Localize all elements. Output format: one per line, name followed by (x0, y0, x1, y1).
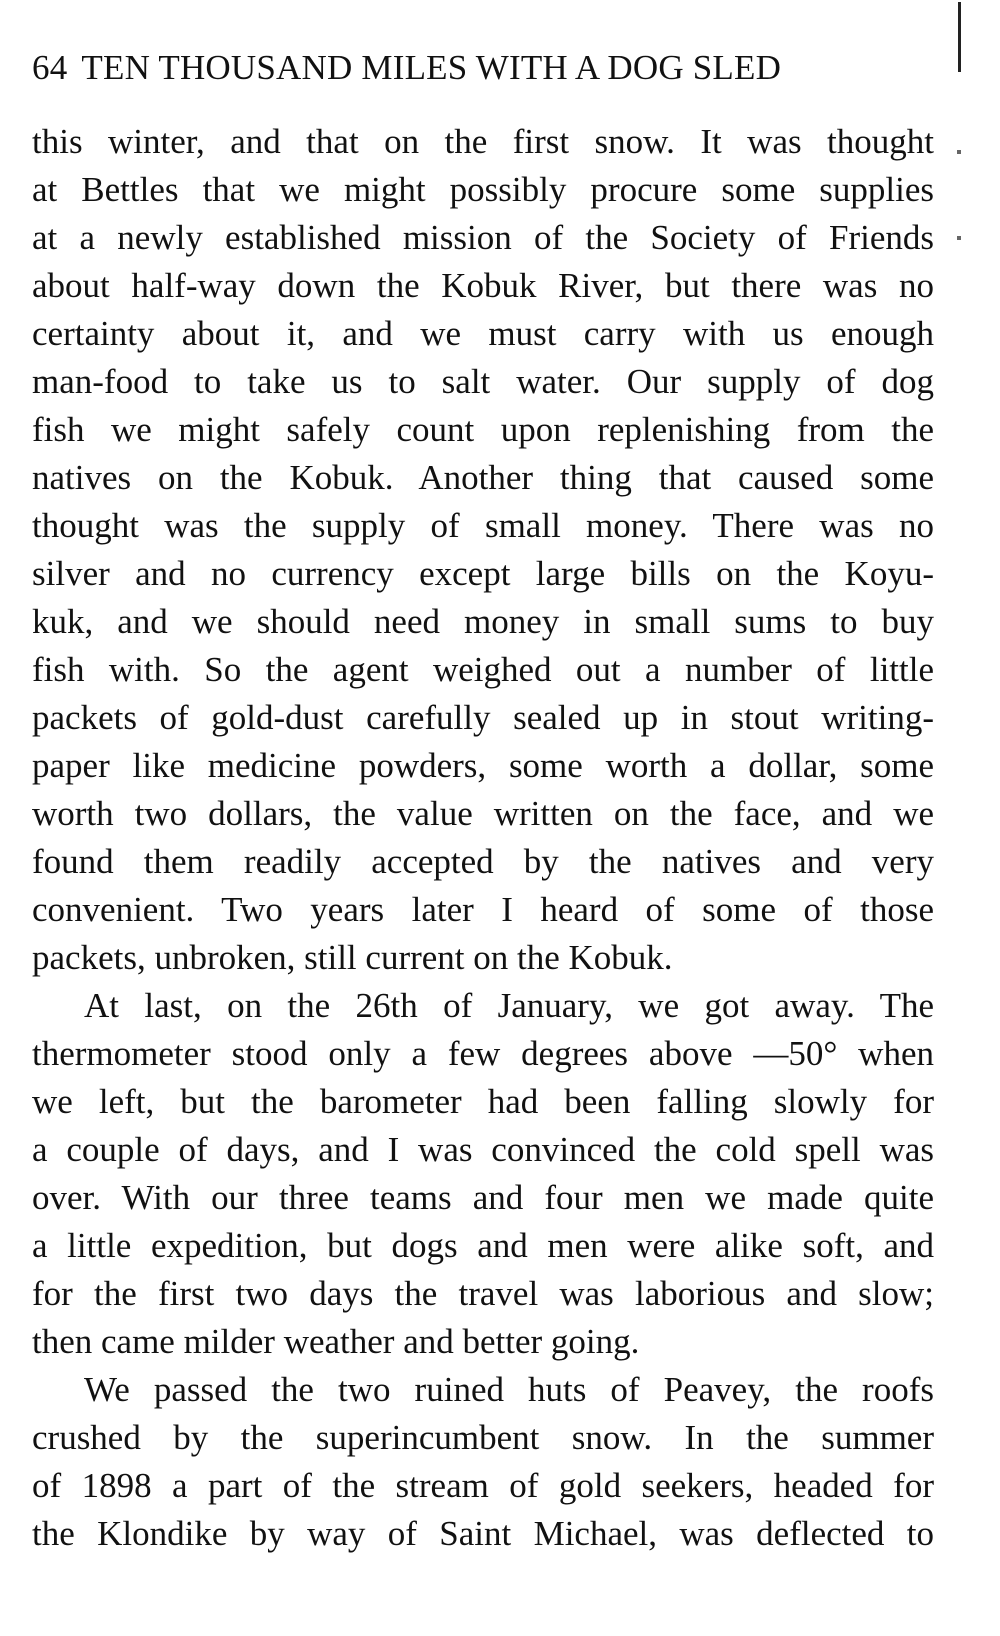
text-line: We passed the two ruined huts of Peavey, the roofs (84, 1370, 934, 1409)
text-line: we left, but the barometer had been falling slowly for (32, 1082, 934, 1121)
gutter-speck (957, 236, 961, 240)
text-line: At last, on the 26th of January, we got away. The (84, 986, 934, 1025)
text-line: thought was the supply of small money. There was no (32, 506, 934, 545)
text-line: a couple of days, and I was convinced the cold spell was (32, 1130, 934, 1169)
running-title: TEN THOUSAND MILES WITH A DOG SLED (81, 48, 782, 87)
text-line: over. With our three teams and four men we made quite (32, 1178, 934, 1217)
text-line: about half-way down the Kobuk River, but there was no (32, 266, 934, 305)
text-line: thermometer stood only a few degrees above —50° when (32, 1034, 934, 1073)
text-line: fish with. So the agent weighed out a number of little (32, 650, 934, 689)
text-line: packets of gold-dust carefully sealed up in stout writing- (32, 698, 934, 737)
text-line: kuk, and we should need money in small sums to buy (32, 602, 934, 641)
text-line: crushed by the superincumbent snow. In the summer (32, 1418, 934, 1457)
text-line: certainty about it, and we must carry with us enough (32, 314, 934, 353)
text-line: of 1898 a part of the stream of gold seekers, headed for (32, 1466, 934, 1505)
gutter-speck (957, 150, 961, 154)
text-line: found them readily accepted by the natives and very (32, 842, 934, 881)
text-line: this winter, and that on the first snow. It was thought (32, 122, 934, 161)
text-line: convenient. Two years later I heard of some of those (32, 890, 934, 929)
text-line: then came milder weather and better going. (32, 1322, 640, 1361)
text-line: a little expedition, but dogs and men were alike soft, and (32, 1226, 934, 1265)
text-line: at Bettles that we might possibly procure some supplies (32, 170, 934, 209)
text-line: for the first two days the travel was laborious and slow; (32, 1274, 934, 1313)
running-head (32, 44, 932, 92)
body-text (32, 118, 934, 1558)
text-line: packets, unbroken, still current on the Kobuk. (32, 938, 673, 977)
text-line: paper like medicine powders, some worth a dollar, some (32, 746, 934, 785)
text-line: worth two dollars, the value written on the face, and we (32, 794, 934, 833)
gutter-rule (958, 2, 961, 72)
text-line: the Klondike by way of Saint Michael, was deflected to (32, 1514, 934, 1553)
text-line: fish we might safely count upon replenishing from the (32, 410, 934, 449)
text-line: natives on the Kobuk. Another thing that caused some (32, 458, 934, 497)
page-number: 64 (32, 48, 68, 87)
text-line: man-food to take us to salt water. Our supply of dog (32, 362, 934, 401)
text-line: silver and no currency except large bills on the Koyu- (32, 554, 934, 593)
text-line: at a newly established mission of the Society of Friends (32, 218, 934, 257)
